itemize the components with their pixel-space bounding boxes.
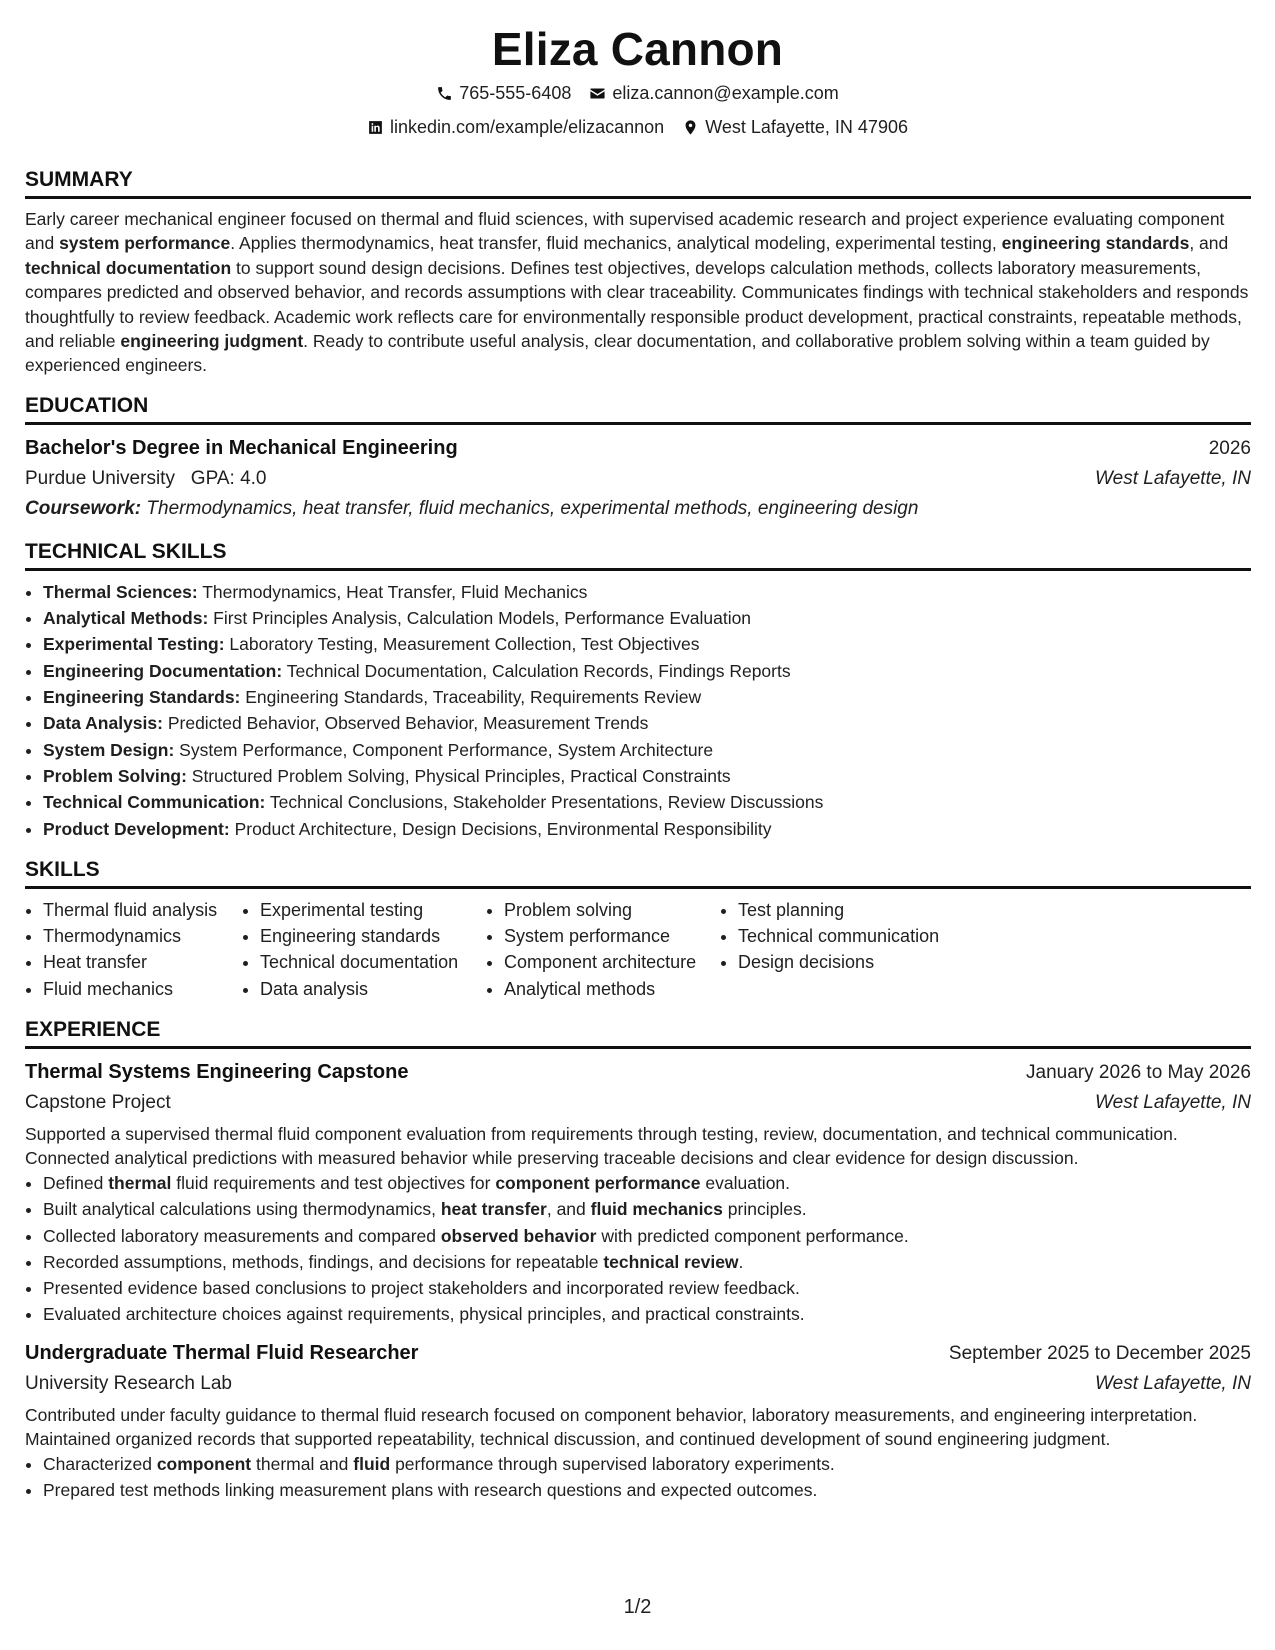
skill-category-values: Technical Conclusions, Stakeholder Presentations, Review Discussions	[265, 792, 824, 813]
skill-category-label: Engineering Standards:	[43, 687, 241, 708]
resume-header	[0, 24, 1275, 142]
skill-item: • Heat transfer	[43, 949, 242, 975]
experience-subheader	[25, 1369, 1251, 1399]
text-segment: principles.	[722, 1199, 807, 1220]
resume-body	[25, 166, 1251, 1517]
job-bullet	[43, 1275, 1251, 1301]
page-number: 1/2	[623, 1596, 652, 1618]
emphasis-text: engineering standards	[1001, 233, 1190, 254]
technical-skill-item	[43, 816, 1251, 842]
emphasis-text: component performance	[495, 1173, 701, 1193]
school-name: Purdue University	[25, 467, 175, 489]
summary-paragraph	[25, 207, 1251, 378]
education-section	[25, 392, 1251, 524]
map-pin-icon	[682, 119, 699, 136]
section-title-experience: EXPERIENCE	[25, 1016, 1251, 1049]
emphasis-text: technical review	[603, 1251, 739, 1272]
skill-item: • Data analysis	[260, 976, 486, 1002]
job-dates: January 2026 to May 2026	[1026, 1062, 1251, 1083]
technical-skill-item	[43, 605, 1251, 631]
skill-item: • System performance	[504, 923, 720, 949]
experience-header	[25, 1057, 1251, 1088]
experience-header	[25, 1338, 1251, 1369]
job-title: Undergraduate Thermal Fluid Researcher	[25, 1341, 419, 1364]
skill-category-label: Experimental Testing:	[43, 634, 225, 655]
email-contact[interactable]	[589, 78, 838, 108]
skill-category-label: Thermal Sciences:	[43, 581, 198, 602]
linkedin-contact[interactable]	[367, 112, 664, 142]
emphasis-text: component	[156, 1453, 252, 1474]
phone-icon	[436, 85, 453, 102]
emphasis-text: engineering judgment	[120, 331, 304, 352]
contact-row-2	[0, 112, 1275, 142]
text-segment: Built analytical calculations using thermodynamics,	[43, 1199, 441, 1220]
text-segment: performance through supervised laboratory experiments.	[390, 1453, 835, 1474]
skill-category-values: Technical Documentation, Calculation Records, Findings Reports	[282, 660, 791, 681]
degree-title: Bachelor's Degree in Mechanical Engineering	[25, 436, 458, 459]
skill-category-values: First Principles Analysis, Calculation Models, Performance Evaluation	[208, 608, 752, 629]
contact-row-1	[0, 78, 1275, 108]
skill-item: • Test planning	[738, 897, 960, 923]
section-title-skills: SKILLS	[25, 856, 1251, 889]
job-dates: September 2025 to December 2025	[948, 1342, 1251, 1364]
skills-column	[242, 897, 486, 1002]
skill-item: • Thermodynamics	[43, 923, 242, 949]
skill-category-label: Technical Communication:	[43, 792, 266, 813]
skills-column	[25, 897, 242, 1002]
job-bullets	[25, 1451, 1251, 1504]
emphasis-text: fluid mechanics	[590, 1199, 723, 1220]
job-description: Supported a supervised thermal fluid component evaluation from requirements through testing, review, documentation, and technical communication. Connected analytical predictions with measured behavior while preserving traceable decisions and clear evidence for design discussion.	[25, 1124, 1178, 1168]
text-segment: Defined	[43, 1173, 109, 1193]
text-segment: thermal and	[251, 1453, 354, 1474]
skill-category-values: Engineering Standards, Traceability, Requirements Review	[240, 687, 702, 708]
section-title-education: EDUCATION	[25, 392, 1251, 425]
skill-item: • Thermal fluid analysis	[43, 897, 242, 923]
job-bullets	[25, 1170, 1251, 1328]
job-location: West Lafayette, IN	[1095, 1372, 1251, 1394]
skills-grid	[25, 897, 1251, 1002]
technical-skill-item	[43, 631, 1251, 657]
skill-item: • Component architecture	[504, 949, 720, 975]
technical-skill-item	[43, 658, 1251, 684]
text-segment: with predicted component performance.	[596, 1225, 909, 1246]
coursework-list: Thermodynamics, heat transfer, fluid mechanics, experimental methods, engineering design	[146, 497, 919, 519]
text-segment: fluid requirements and test objectives for	[171, 1173, 496, 1193]
graduation-year: 2026	[1208, 437, 1251, 459]
text-segment: to support sound design decisions. Defines test objectives, develops calculation methods, collects laboratory measurements, compares predicted and observed behavior, and records assumptions with clear traceability. Communicates findings with technical stakeholders and responds thoughtfully to review feedback. Academic work reflects care for environmentally responsible product development, practical constraints, repeatable methods, and reliable	[25, 257, 1249, 352]
technical-skills-list	[25, 579, 1251, 842]
candidate-name: Eliza Cannon	[491, 23, 784, 75]
skill-category-values: Product Architecture, Design Decisions, Environmental Responsibility	[229, 818, 772, 839]
skill-category-label: Engineering Documentation:	[43, 660, 283, 681]
text-segment: evaluation.	[700, 1173, 791, 1193]
organization-name: Capstone Project	[25, 1092, 171, 1113]
summary-section	[25, 166, 1251, 378]
school-info	[25, 464, 266, 494]
skill-category-values: Thermodynamics, Heat Transfer, Fluid Mechanics	[197, 581, 588, 602]
organization-name: University Research Lab	[25, 1372, 232, 1394]
text-segment: Prepared test methods linking measurement plans with research questions and expected outcomes.	[43, 1480, 818, 1501]
skill-item: • Problem solving	[504, 897, 720, 923]
skill-item: • Technical communication	[738, 923, 960, 949]
section-title-technical-skills: TECHNICAL SKILLS	[25, 538, 1251, 571]
skill-item: • Engineering standards	[260, 923, 486, 949]
technical-skill-item	[43, 684, 1251, 710]
linkedin-icon	[367, 119, 384, 136]
location-text: West Lafayette, IN 47906	[705, 117, 908, 137]
skills-section	[25, 856, 1251, 1002]
emphasis-text: observed behavior	[440, 1225, 597, 1246]
email-address[interactable]: eliza.cannon@example.com	[612, 83, 839, 103]
job-bullet	[43, 1170, 1251, 1196]
coursework-label: Coursework:	[25, 497, 142, 519]
skill-item: • Analytical methods	[504, 976, 720, 1002]
text-segment: Recorded assumptions, methods, findings, and decisions for repeatable	[43, 1251, 604, 1272]
skill-category-values: Structured Problem Solving, Physical Principles, Practical Constraints	[186, 765, 731, 786]
skill-item: • Fluid mechanics	[43, 976, 242, 1002]
experience-subheader	[25, 1088, 1251, 1118]
skill-item: • Design decisions	[738, 949, 960, 975]
text-segment: Collected laboratory measurements and compared	[43, 1225, 441, 1246]
skill-category-values: Laboratory Testing, Measurement Collection, Test Objectives	[224, 634, 700, 655]
linkedin-url[interactable]: linkedin.com/example/elizacannon	[390, 117, 665, 137]
text-segment: . Applies thermodynamics, heat transfer, fluid mechanics, analytical modeling, experimental testing,	[230, 233, 1002, 254]
job-description: Contributed under faculty guidance to thermal fluid research focused on component behavior, laboratory measurements, and engineering interpretation. Maintained organized records that supported repeatability, technical discussion, and continued development of sound engineering judgment.	[25, 1404, 1198, 1449]
text-segment: . Ready to contribute useful analysis, clear documentation, and collaborative problem solving within a team guided by experienced engineers.	[25, 331, 1210, 376]
section-title-summary: SUMMARY	[25, 166, 1251, 199]
skill-category-label: Data Analysis:	[43, 713, 163, 734]
emphasis-text: technical documentation	[25, 257, 232, 278]
technical-skills-section	[25, 538, 1251, 842]
skill-category-values: System Performance, Component Performance, System Architecture	[174, 739, 714, 760]
text-segment: Presented evidence based conclusions to project stakeholders and incorporated review feedback.	[43, 1278, 800, 1299]
gpa: GPA: 4.0	[190, 467, 267, 489]
experience-entry	[25, 1057, 1251, 1328]
experience-section	[25, 1016, 1251, 1503]
text-segment: , and	[1189, 233, 1229, 254]
text-segment: Characterized	[43, 1453, 157, 1474]
skill-item: • Experimental testing	[260, 897, 486, 923]
skills-column	[720, 897, 960, 1002]
experience-list	[25, 1057, 1251, 1503]
technical-skill-item	[43, 737, 1251, 763]
skill-category-label: System Design:	[43, 739, 175, 760]
technical-skill-item	[43, 710, 1251, 736]
job-bullet	[43, 1301, 1251, 1327]
skill-category-label: Problem Solving:	[43, 765, 187, 786]
job-bullet	[43, 1223, 1251, 1249]
coursework	[25, 494, 1251, 524]
job-bullet	[43, 1451, 1251, 1477]
skills-column	[486, 897, 720, 1002]
text-segment: .	[738, 1251, 744, 1272]
skill-item: • Technical documentation	[260, 949, 486, 975]
job-bullet	[43, 1477, 1251, 1503]
text-segment: Early career mechanical engineer focused on thermal and fluid sciences, with supervised academic research and project experience evaluating component and	[25, 209, 1225, 254]
skill-category-label: Analytical Methods:	[43, 608, 209, 629]
experience-entry	[25, 1338, 1251, 1504]
technical-skill-item	[43, 789, 1251, 815]
emphasis-text: system performance	[59, 233, 231, 254]
emphasis-text: heat transfer	[440, 1199, 547, 1220]
location-contact	[682, 112, 908, 142]
skill-category-label: Product Development:	[43, 818, 230, 839]
emphasis-text: fluid	[353, 1453, 391, 1474]
text-segment: Evaluated architecture choices against requirements, physical principles, and practical constraints.	[43, 1304, 805, 1325]
skill-category-values: Predicted Behavior, Observed Behavior, Measurement Trends	[162, 713, 649, 734]
technical-skill-item	[43, 579, 1251, 605]
school-location: West Lafayette, IN	[1095, 467, 1251, 489]
text-segment: , and	[546, 1199, 591, 1220]
emphasis-text: thermal	[108, 1173, 172, 1193]
technical-skill-item	[43, 763, 1251, 789]
phone-number: 765-555-6408	[459, 83, 572, 103]
envelope-icon	[589, 85, 606, 102]
education-header	[25, 433, 1251, 464]
job-title: Thermal Systems Engineering Capstone	[25, 1061, 409, 1083]
job-location: West Lafayette, IN	[1095, 1092, 1251, 1113]
job-bullet	[43, 1249, 1251, 1275]
job-bullet	[43, 1196, 1251, 1222]
phone-contact	[436, 78, 571, 108]
education-subheader	[25, 464, 1251, 494]
